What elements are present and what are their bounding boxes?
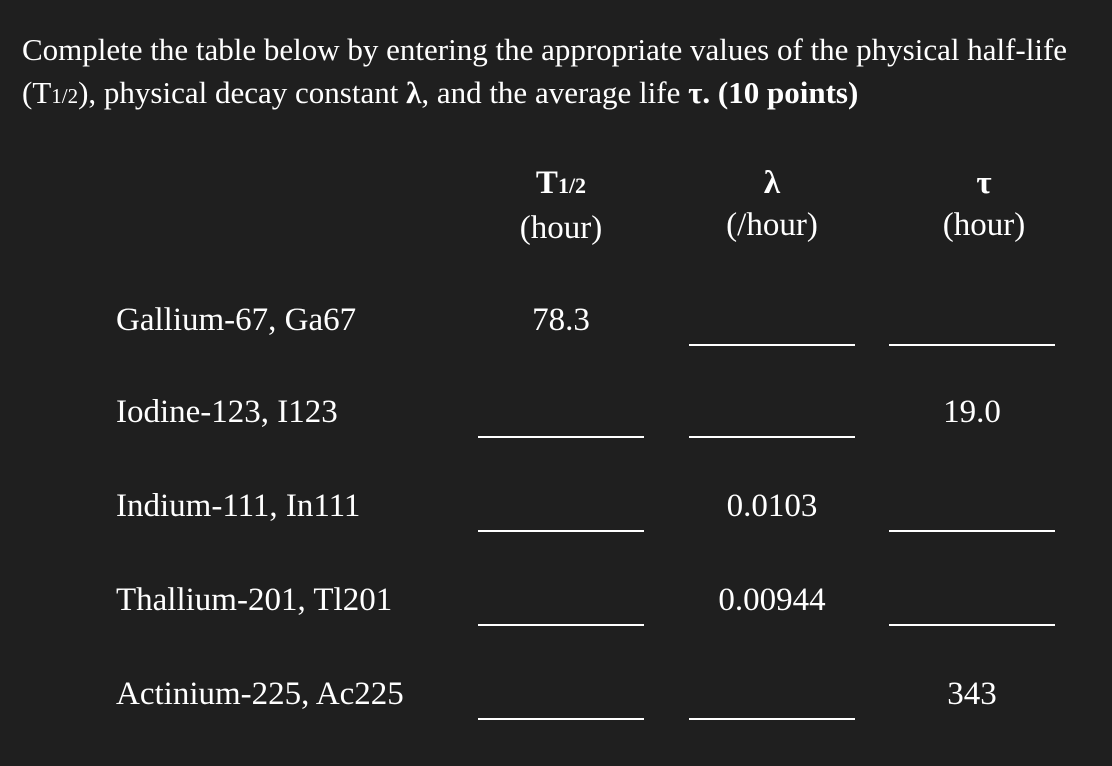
column-header-average-life [884,162,1084,246]
average-life-blank[interactable] [889,486,1055,532]
header-decay-constant-unit: (/hour) [726,207,818,243]
instruction-part1: Complete the table below by entering the appropriate values of the physical half-life (T [22,32,1068,110]
header-half-life-subscript: 1/2 [557,173,587,198]
average-life-blank[interactable] [889,300,1055,346]
instruction-tau-symbol: τ [688,75,703,110]
isotope-name: Thallium-201, Tl201 [116,582,393,618]
instruction-subscript: 1/2 [51,84,79,108]
half-life-blank[interactable] [478,580,644,626]
instruction-part2: ), physical decay constant [78,75,407,110]
header-half-life-unit: (hour) [519,210,603,246]
column-header-decay-constant [672,162,872,246]
table-row [0,580,1112,640]
isotope-name: Actinium-225, Ac225 [116,676,404,712]
column-header-half-life [461,162,661,249]
decay-constant-value: 0.00944 [718,582,826,618]
header-decay-constant-symbol: λ [763,165,781,201]
isotope-name: Indium-111, In111 [116,488,361,524]
instruction-lambda-symbol: λ [406,75,422,110]
header-average-life-unit: (hour) [942,207,1026,243]
header-average-life-symbol: τ [976,165,992,201]
half-life-value: 78.3 [532,302,590,338]
isotope-name: Gallium-67, Ga67 [116,302,357,338]
half-life-blank[interactable] [478,392,644,438]
decay-constant-blank[interactable] [689,674,855,720]
header-half-life-letter: T [535,165,558,201]
average-life-blank[interactable] [889,580,1055,626]
instruction-text [22,28,1102,118]
isotope-name: Iodine-123, I123 [116,394,338,430]
decay-constant-value: 0.0103 [726,488,818,524]
header-half-life-symbol [461,162,661,207]
table-row [0,486,1112,546]
average-life-value: 343 [947,676,997,712]
table-row [0,392,1112,452]
table-row [0,300,1112,360]
half-life-blank[interactable] [478,486,644,532]
decay-constant-blank[interactable] [689,392,855,438]
average-life-value: 19.0 [943,394,1001,430]
table-row [0,674,1112,734]
half-life-blank[interactable] [478,674,644,720]
decay-constant-blank[interactable] [689,300,855,346]
instruction-part4: . (10 points) [702,75,859,110]
instruction-part3: , and the average life [421,75,689,110]
